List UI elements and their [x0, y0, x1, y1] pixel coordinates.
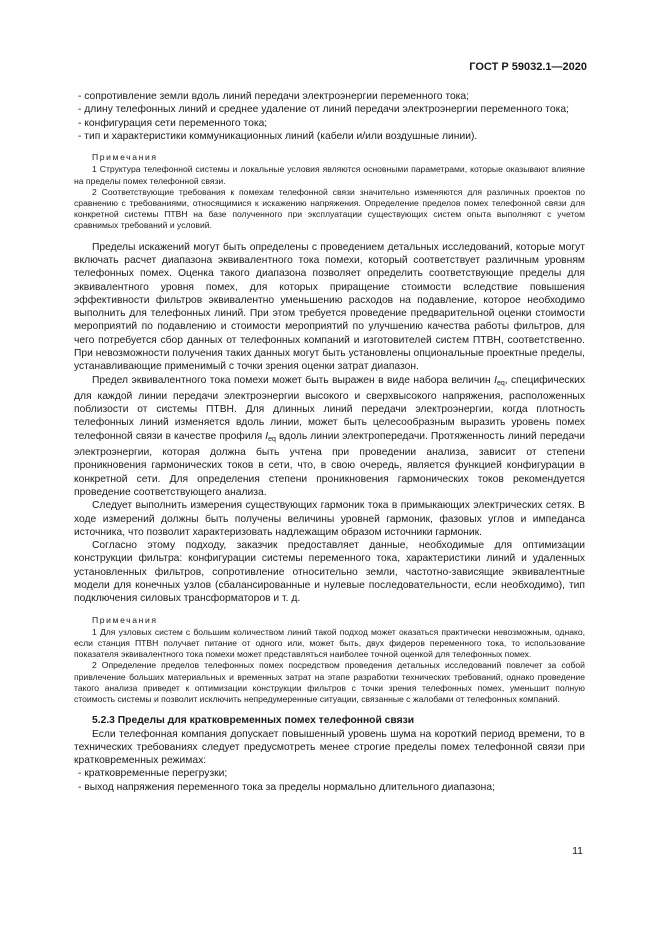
notes-block-1 [74, 152, 585, 231]
paragraph: Следует выполнить измерения существующих гармоник тока в примыкающих электрических сетях. В ходе измерений должны быть получены величины уровней гармоник, фазовых углов и импеданса источника, что позволит характеризовать надлежащим образом источники гармоник. [74, 500, 585, 538]
page-content [74, 90, 585, 794]
note-item: 1 Структура телефонной системы и локальные условия являются основными параметрами, которые оказывают влияние на пределы помех телефонной связи. [74, 164, 585, 186]
list-item: - сопротивление земли вдоль линий передачи электроэнергии переменного тока; [78, 91, 469, 102]
page-number: 11 [572, 845, 583, 857]
note-item: 2 Соответствующие требования к помехам телефонной связи значительно изменяются для различных проектов по сравнению с требованиями, относящимися к искажению напряжения. Определение пределов помех телефонной связи для конкретной системы ПТВН на базе полученного при эксплуатации существующих систем опыта выполняют с учетом сравнимых требований и условий. [74, 186, 585, 231]
list-item: - выход напряжения переменного тока за пределы нормально длительного диапазона; [78, 781, 495, 793]
paragraph: Пределы искажений могут быть определены с проведением детальных исследований, которые могут включать расчет диапазона эквивалентного тока помехи, который соответствует различным уровням телефонных помех. Оценка такого диапазона позволяет определить соответствующие пределы для эквивалентного уровня помех, для которых приращение стоимости вследствие повышения эффективности фильтров эквивалентно уменьшению расходов на подавление, которое необходимо выполнить для телефонных линий. При этом требуется проведение предварительной оценки стоимости мероприятий по подавлению и стоимости мероприятий по улучшению качества работы фильтров, для чего потребуется сбор данных от телефонных компаний и изготовителей систем ПТВН, соответственно. При невозможности получения таких данных могут быть установлены опциональные проектные пределы, устанавливающие применимый с точки зрения оценки затрат диапазон. [74, 241, 585, 373]
document-header: ГОСТ Р 59032.1—2020 [469, 61, 587, 73]
notes-block-2 [74, 615, 585, 706]
note-item: 2 Определение пределов телефонных помех посредством проведения детальных исследований повлечет за собой привлечение больших материальных и временных затрат на этапе разработки технических требований, однако проведение такого анализа приведет к оптимизации конструкции фильтров с точки зрения телефонных помех, уменьшит полную стоимость системы и позволит исключить непредумеренные ситуации, связанные с жалобами от телефонных компаний. [74, 660, 585, 705]
note-item: 1 Для узловых систем с большим количеством линий такой подход может оказаться практически невозможным, однако, если станция ПТВН получает питание от одного или, может быть, двух фидеров переменного тока, то использование показателя эквивалентного тока помехи может представляться наиболее точной оценкой для телефонных помех. [74, 626, 585, 660]
list-item: - конфигурация сети переменного тока; [78, 117, 268, 129]
section-heading: 5.2.3 Пределы для кратковременных помех телефонной связи [92, 715, 415, 727]
notes-heading: Примечания [92, 152, 158, 163]
list-item: - длину телефонных линий и среднее удаление от линий передачи электроэнергии переменного тока; [78, 104, 569, 116]
notes-heading: Примечания [92, 614, 158, 625]
paragraph: Предел эквивалентного тока помехи может быть выражен в виде набора величин $I_{eq}$, специфических для каждой линии передачи электроэнергии высокого и сверхвысокого напряжения, расположенных поблизости от системы ПТВН. Для длинных линий передачи электроэнергии, когда плотность телефонных линий изменяется вдоль линии, может быть целесообразным выразить уровень помех телефонной связи в качестве профиля $I_{eq}$ вдоль линии электропередачи. Протяженность линий передачи электроэнергии, которая должна быть учтена при проведении анализа, зависит от степени проникновения гармонических токов в сети, что, в свою очередь, является функцией конфигурации в конкретной сети. Для определения степени проникновения гармонических токов рекомендуется проведение соответствующего анализа. [74, 374, 585, 498]
list-item: - тип и характеристики коммуникационных линий (кабели и/или воздушные линии). [78, 130, 478, 142]
paragraph: Если телефонная компания допускает повышенный уровень шума на короткий период времени, то в технических требованиях следует предусмотреть менее строгие пределы помех телефонной связи при кратковременных режимах: [74, 728, 585, 767]
paragraph: Согласно этому подходу, заказчик предоставляет данные, необходимые для оптимизации конструкции фильтра: конфигурации системы переменного тока, характеристики линий и удаленных установленных фильтров, сопротивление относительно земли, частотно-зависящие эквивалентные модели для конечных узлов (сбалансированные и нулевые последовательности, если необходимо), тип подключения силовых трансформаторов и т. д. [74, 540, 585, 605]
list-item: - кратковременные перегрузки; [78, 768, 228, 780]
